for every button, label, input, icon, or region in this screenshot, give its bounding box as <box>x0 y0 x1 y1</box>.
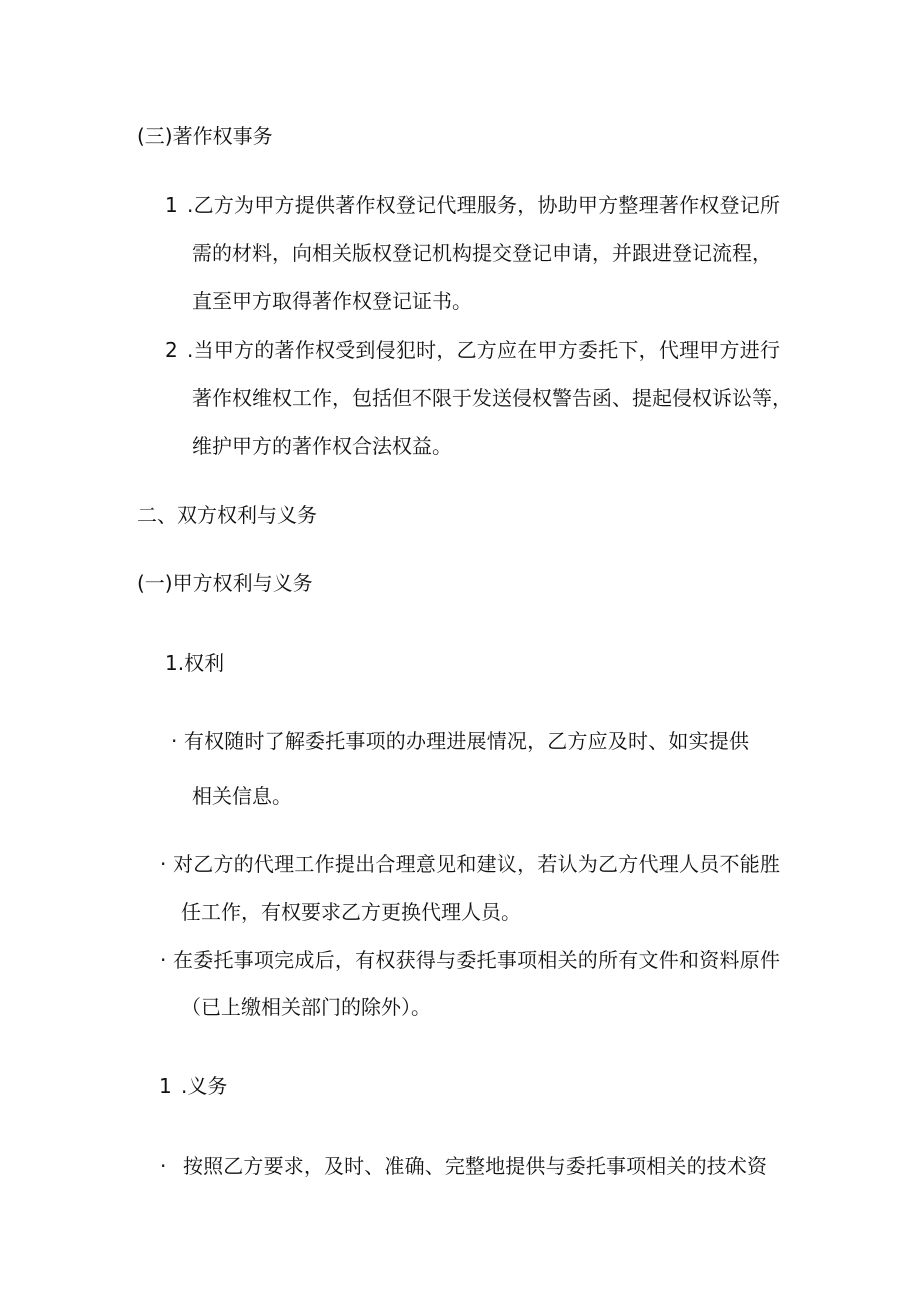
item-1-number: 1 <box>165 193 178 217</box>
right-2-line-1: · 对乙方的代理工作提出合理意见和建议，若认为乙方代理人员不能胜 <box>160 852 780 876</box>
item-2-line-1: .当甲方的著作权受到侵犯时，乙方应在甲方委托下，代理甲方进行 <box>187 338 780 362</box>
section-3-heading: (三)著作权事务 <box>137 124 273 148</box>
right-3-line-2: （已上缴相关部门的除外）。 <box>181 995 431 1019</box>
sub-1-heading: (一)甲方权利与义务 <box>137 571 313 595</box>
chapter-2-heading: 二、双方权利与义务 <box>137 503 317 527</box>
item-2-line-3: 维护甲方的著作权合法权益。 <box>192 434 452 458</box>
right-1-line-1: · 有权随时了解委托事项的办理进展情况，乙方应及时、如实提供 <box>171 729 749 753</box>
item-2-number: 2 <box>165 338 178 362</box>
item-1-line-1: .乙方为甲方提供著作权登记代理服务，协助甲方整理著作权登记所 <box>187 193 780 217</box>
item-1-line-2: 需的材料，向相关版权登记机构提交登记申请，并跟进登记流程， <box>192 241 772 265</box>
right-1-line-2: 相关信息。 <box>192 784 292 808</box>
rights-heading: 1.权利 <box>165 651 225 675</box>
duties-heading-label: .义务 <box>181 1074 228 1098</box>
duty-1-bullet: · <box>160 1154 167 1178</box>
duties-heading-number: 1 <box>159 1074 172 1098</box>
duty-1-line-1: 按照乙方要求，及时、准确、完整地提供与委托事项相关的技术资 <box>183 1154 767 1178</box>
item-2-line-2: 著作权维权工作，包括但不限于发送侵权警告函、提起侵权诉讼等， <box>192 386 792 410</box>
right-3-line-1: · 在委托事项完成后，有权获得与委托事项相关的所有文件和资料原件 <box>160 948 780 972</box>
right-2-line-2: 任工作，有权要求乙方更换代理人员。 <box>181 900 521 924</box>
item-1-line-3: 直至甲方取得著作权登记证书。 <box>192 289 472 313</box>
